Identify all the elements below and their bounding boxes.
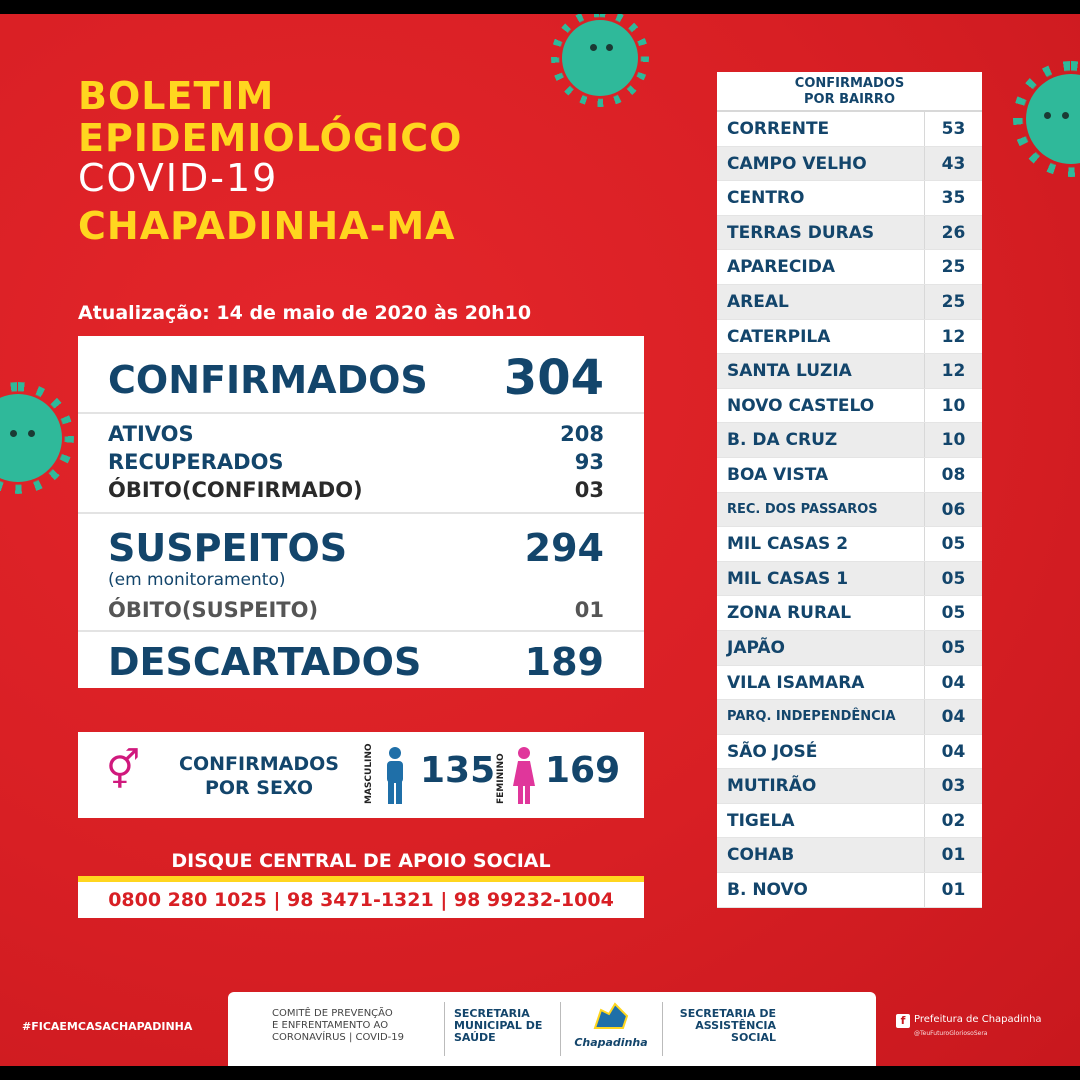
virus-decoration-left — [0, 394, 62, 482]
divider — [78, 412, 644, 414]
saude-line: SAÚDE — [454, 1031, 496, 1044]
bairro-row — [717, 838, 982, 873]
title-covid: COVID-19 — [78, 156, 279, 200]
bairro-count: 25 — [924, 285, 982, 319]
bairro-count: 02 — [924, 804, 982, 838]
bairro-count: 06 — [924, 493, 982, 527]
bairro-table-header — [717, 72, 982, 112]
bairro-count: 53 — [924, 112, 982, 146]
comite-line: E ENFRENTAMENTO AO — [272, 1020, 389, 1031]
recuperados-value: 93 — [574, 450, 604, 474]
bairro-name: CATERPILA — [727, 326, 831, 347]
bairro-row — [717, 735, 982, 770]
saude-line: MUNICIPAL DE — [454, 1019, 543, 1032]
bairro-count: 05 — [924, 596, 982, 630]
bairro-count: 43 — [924, 147, 982, 181]
helpline-phones: 0800 280 1025 | 98 3471-1321 | 98 99232-1004 — [78, 882, 644, 918]
suspeitos-label: SUSPEITOS — [108, 526, 348, 570]
bairro-row — [717, 562, 982, 597]
descartados-row — [108, 640, 604, 684]
bairro-name: COHAB — [727, 845, 795, 866]
bairro-name: BOA VISTA — [727, 464, 829, 485]
bairro-row — [717, 216, 982, 251]
bairro-name: APARECIDA — [727, 257, 835, 278]
bairro-name: CORRENTE — [727, 119, 830, 139]
title-epidemiologico: EPIDEMIOLÓGICO — [78, 116, 463, 160]
bairro-row — [717, 596, 982, 631]
bairro-name: B. DA CRUZ — [727, 430, 838, 451]
confirmados-value: 304 — [503, 350, 604, 406]
obito-confirmado-value: 03 — [574, 478, 604, 502]
recuperados-row — [108, 450, 604, 474]
bairro-count: 12 — [924, 320, 982, 354]
obito-confirmado-label: ÓBITO(CONFIRMADO) — [108, 478, 363, 502]
recuperados-label: RECUPERADOS — [108, 450, 284, 474]
bairro-row — [717, 354, 982, 389]
facebook-handle: @TeuFuturoGloriosoSera — [914, 1030, 988, 1037]
bairro-name: TERRAS DURAS — [727, 222, 875, 243]
bairro-name: VILA ISAMARA — [727, 672, 865, 693]
sex-label — [164, 752, 354, 800]
map-emblem-icon — [591, 1002, 631, 1032]
bairro-count: 26 — [924, 216, 982, 250]
facebook-link[interactable] — [896, 1014, 1042, 1040]
bairro-row — [717, 873, 982, 908]
ativos-row — [108, 422, 604, 446]
bairro-count: 05 — [924, 527, 982, 561]
suspeitos-value: 294 — [524, 526, 604, 570]
chapadinha-logo — [573, 1002, 649, 1058]
virus-eye — [1062, 112, 1069, 119]
bairro-count: 01 — [924, 873, 982, 907]
assist-line: ASSISTÊNCIA — [695, 1019, 776, 1032]
bairro-count: 08 — [924, 458, 982, 492]
sex-box — [78, 732, 644, 818]
obito-suspeito-value: 01 — [574, 598, 604, 622]
female-label: FEMININO — [496, 753, 506, 804]
bairro-name: NOVO CASTELO — [727, 395, 875, 416]
bairro-name: MUTIRÃO — [727, 776, 817, 797]
obito-suspeito-row — [108, 598, 604, 622]
bairro-name: CENTRO — [727, 188, 805, 209]
secretaria-saude — [454, 1008, 542, 1044]
bairro-name: JAPÃO — [727, 637, 785, 658]
bairro-row — [717, 769, 982, 804]
bairro-table-body — [717, 112, 982, 908]
male-count: 135 — [420, 750, 496, 791]
bairro-row — [717, 147, 982, 182]
sex-label-line2: POR SEXO — [204, 777, 314, 799]
bairro-name: AREAL — [727, 291, 789, 312]
bairro-header-line2: POR BAIRRO — [804, 92, 895, 107]
bairro-count: 04 — [924, 735, 982, 769]
bairro-name: SANTA LUZIA — [727, 361, 852, 382]
bairro-name: TIGELA — [727, 810, 795, 831]
obito-confirmado-row — [108, 478, 604, 502]
virus-eye — [1044, 112, 1051, 119]
monitoramento-note: (em monitoramento) — [108, 570, 286, 590]
bairro-row — [717, 666, 982, 701]
update-timestamp: Atualização: 14 de maio de 2020 às 20h10 — [78, 302, 532, 324]
bairro-row — [717, 527, 982, 562]
bairro-count: 10 — [924, 389, 982, 423]
saude-line: SECRETARIA — [454, 1007, 530, 1020]
bairro-name: PARQ. INDEPENDÊNCIA — [727, 709, 896, 725]
female-count: 169 — [545, 750, 621, 791]
bairro-name: B. NOVO — [727, 880, 808, 901]
virus-eye — [590, 44, 597, 51]
footer-divider — [560, 1002, 561, 1056]
footer-bar — [228, 992, 876, 1066]
bairro-row — [717, 493, 982, 528]
confirmados-label: CONFIRMADOS — [108, 358, 428, 402]
confirmados-row — [108, 350, 604, 406]
bairro-row — [717, 181, 982, 216]
comite-text — [272, 1008, 404, 1044]
bairro-row — [717, 631, 982, 666]
bairro-count: 12 — [924, 354, 982, 388]
virus-eye — [28, 430, 35, 437]
male-label: MASCULINO — [364, 743, 374, 804]
comite-line: CORONAVÍRUS | COVID-19 — [272, 1032, 404, 1043]
bairro-row — [717, 423, 982, 458]
facebook-name: Prefeitura de Chapadinha — [914, 1014, 1042, 1025]
facebook-icon: f — [896, 1014, 910, 1028]
logo-text: Chapadinha — [574, 1036, 648, 1049]
sex-label-line1: CONFIRMADOS — [179, 753, 339, 775]
virus-eye — [606, 44, 613, 51]
obito-suspeito-label: ÓBITO(SUSPEITO) — [108, 598, 319, 622]
bairro-row — [717, 250, 982, 285]
suspeitos-row — [108, 526, 604, 570]
virus-eye — [10, 430, 17, 437]
ativos-value: 208 — [560, 422, 604, 446]
bairro-count: 01 — [924, 838, 982, 872]
secretaria-assistencia — [674, 1008, 776, 1044]
ativos-label: ATIVOS — [108, 422, 194, 446]
bairro-name: REC. DOS PASSAROS — [727, 501, 878, 517]
bairro-row — [717, 285, 982, 320]
virus-decoration-top — [562, 20, 638, 96]
comite-line: COMITÊ DE PREVENÇÃO — [272, 1008, 393, 1019]
bairro-name: SÃO JOSÉ — [727, 741, 818, 762]
poster — [0, 14, 1080, 1066]
bairro-row — [717, 389, 982, 424]
virus-decoration-right — [1026, 74, 1080, 164]
bairro-row — [717, 320, 982, 355]
divider — [78, 630, 644, 632]
title-boletim: BOLETIM — [78, 74, 275, 118]
bairro-row — [717, 112, 982, 147]
summary-box — [78, 336, 644, 688]
bairro-header-line1: CONFIRMADOS — [794, 76, 905, 91]
bairro-name: MIL CASAS 1 — [727, 568, 849, 589]
male-person-icon — [382, 746, 408, 806]
female-person-icon — [511, 746, 537, 806]
helpline-title: DISQUE CENTRAL DE APOIO SOCIAL — [171, 850, 551, 872]
bairro-name: CAMPO VELHO — [727, 153, 867, 174]
divider — [78, 512, 644, 514]
descartados-label: DESCARTADOS — [108, 640, 422, 684]
bairro-row — [717, 700, 982, 735]
bairro-count: 05 — [924, 631, 982, 665]
title-city: CHAPADINHA-MA — [78, 204, 456, 248]
footer — [0, 992, 1080, 1066]
descartados-value: 189 — [524, 640, 604, 684]
bairro-count: 03 — [924, 769, 982, 803]
hashtag: #FICAEMCASACHAPADINHA — [22, 1020, 193, 1033]
bairro-table — [717, 72, 982, 908]
bairro-count: 05 — [924, 562, 982, 596]
bairro-count: 10 — [924, 423, 982, 457]
bairro-count: 04 — [924, 700, 982, 734]
assist-line: SOCIAL — [731, 1031, 776, 1044]
bairro-name: MIL CASAS 2 — [727, 534, 849, 555]
footer-divider — [444, 1002, 445, 1056]
bairro-count: 25 — [924, 250, 982, 284]
bairro-count: 04 — [924, 666, 982, 700]
footer-divider — [662, 1002, 663, 1056]
assist-line: SECRETARIA DE — [679, 1007, 776, 1020]
bairro-row — [717, 804, 982, 839]
bairro-row — [717, 458, 982, 493]
bairro-name: ZONA RURAL — [727, 603, 852, 624]
bairro-count: 35 — [924, 181, 982, 215]
gender-symbol-icon: ⚥ — [106, 748, 141, 792]
